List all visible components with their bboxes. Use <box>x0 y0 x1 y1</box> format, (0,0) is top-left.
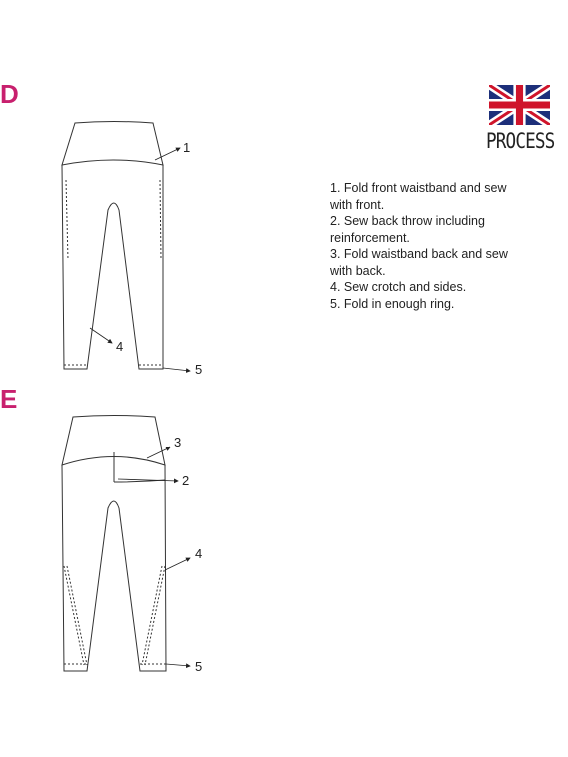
leader-line-1-d <box>155 148 180 160</box>
waistband-front <box>62 122 163 166</box>
instruction-line: reinforcement. <box>330 230 410 245</box>
callout-number: 1 <box>183 140 191 155</box>
callout-number: 3 <box>174 435 182 450</box>
step-letter-d: D <box>0 79 19 109</box>
legs-outline-front <box>62 165 163 369</box>
reinforcement-panel-left <box>64 566 84 665</box>
instruction-line: 2. Sew back throw including <box>330 214 485 228</box>
leader-line-4-d <box>90 328 112 343</box>
callout-number: 4 <box>116 339 124 354</box>
leader-line-5-d <box>163 368 190 371</box>
callouts-d <box>90 148 190 371</box>
leggings-front-drawing <box>62 122 163 370</box>
instruction-line: 5. Fold in enough ring. <box>330 296 455 311</box>
instruction-line: 1. Fold front waistband and sew <box>330 181 507 195</box>
reinforcement-panel-right <box>145 566 165 665</box>
side-panel-seam-left <box>66 180 68 260</box>
instruction-line: with back. <box>330 263 386 278</box>
callout-number: 5 <box>195 659 203 674</box>
callout-number: 2 <box>182 473 190 488</box>
leggings-back-drawing <box>62 416 166 672</box>
instruction-line: 4. Sew crotch and sides. <box>330 280 467 294</box>
side-panel-seam-right <box>160 180 161 260</box>
callouts-e <box>118 447 190 666</box>
callout-number: 4 <box>195 546 203 561</box>
leader-line-3-e <box>147 447 170 458</box>
legs-outline-back <box>62 465 166 671</box>
reinforcement-panel-right-inner <box>142 566 162 665</box>
instruction-line: with front. <box>330 197 385 212</box>
instruction-line: 3. Fold waistband back and sew <box>330 247 508 261</box>
leader-line-5-e <box>166 664 190 666</box>
process-title: PROCESS <box>486 129 555 153</box>
leader-line-4-e <box>165 558 190 570</box>
reinforcement-panel-left-inner <box>67 566 87 665</box>
callout-number: 5 <box>195 362 203 377</box>
step-letter-e: E <box>0 384 18 414</box>
